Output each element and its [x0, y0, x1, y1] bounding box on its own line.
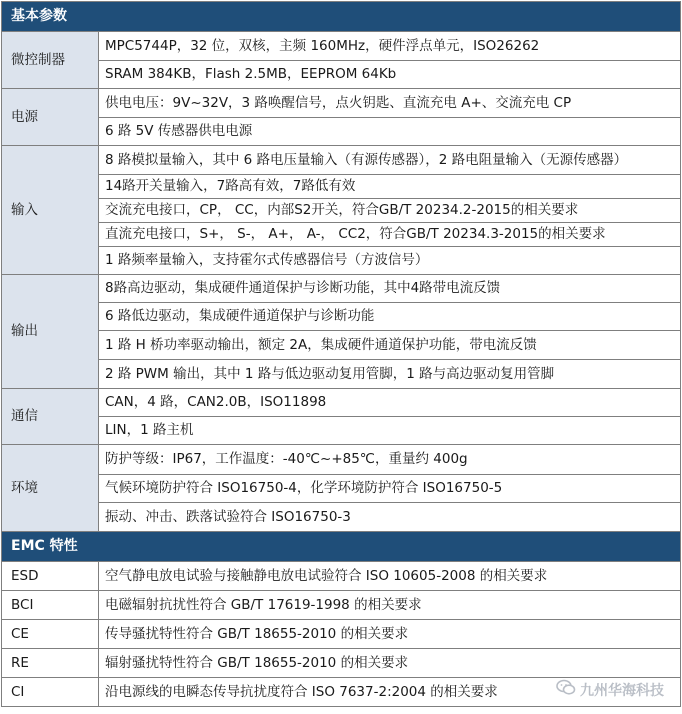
row-label: ESD	[2, 562, 99, 591]
row-value: 8 路模拟量输入，其中 6 路电压量输入（有源传感器），2 路电阻量输入（无源传感器）	[99, 146, 681, 175]
watermark-text: 九州华海科技	[580, 682, 664, 699]
table-row	[2, 223, 681, 247]
row-label: CI	[2, 678, 99, 707]
row-value: 气候环境防护符合 ISO16750-4，化学环境防护符合 ISO16750-5	[99, 475, 681, 503]
row-label: RE	[2, 649, 99, 678]
section-title: 基本参数	[2, 2, 681, 32]
row-value: 6 路低边驱动，集成硬件通道保护与诊断功能	[99, 303, 681, 331]
row-label: CE	[2, 620, 99, 649]
row-value: 1 路 H 桥功率驱动输出，额定 2A，集成硬件通道保护功能，带电流反馈	[99, 331, 681, 360]
row-value: 8路高边驱动，集成硬件通道保护与诊断功能，其中4路带电流反馈	[99, 275, 681, 303]
table-row	[2, 389, 681, 417]
row-value: 供电电压：9V~32V，3 路唤醒信号，点火钥匙、直流充电 A+、交流充电 CP	[99, 89, 681, 118]
row-value: 振动、冲击、跌落试验符合 ISO16750-3	[99, 503, 681, 532]
row-value: CAN，4 路，CAN2.0B，ISO11898	[99, 389, 681, 417]
table-row	[2, 562, 681, 591]
table-row	[2, 503, 681, 532]
table-row	[2, 360, 681, 389]
table-row	[2, 445, 681, 475]
table-row	[2, 175, 681, 199]
row-label: 通信	[2, 389, 99, 445]
table-row	[2, 61, 681, 89]
table-row	[2, 620, 681, 649]
row-value: 交流充电接口，CP， CC，内部S2开关，符合GB/T 20234.2-2015的相关要求	[99, 199, 681, 223]
table-row	[2, 417, 681, 445]
table-row	[2, 275, 681, 303]
row-label: 输出	[2, 275, 99, 389]
table-row	[2, 475, 681, 503]
table-row	[2, 591, 681, 620]
table-row	[2, 303, 681, 331]
row-value: 空气静电放电试验与接触静电放电试验符合 ISO 10605-2008 的相关要求	[99, 562, 681, 591]
watermark	[556, 679, 664, 700]
row-value: 防护等级：IP67，工作温度：-40℃~+85℃，重量约 400g	[99, 445, 681, 475]
row-value: 电磁辐射抗扰性符合 GB/T 17619-1998 的相关要求	[99, 591, 681, 620]
row-value: LIN，1 路主机	[99, 417, 681, 445]
row-value: 2 路 PWM 输出，其中 1 路与低边驱动复用管脚，1 路与高边驱动复用管脚	[99, 360, 681, 389]
table-row	[2, 247, 681, 275]
section-header-basic	[2, 2, 681, 32]
section-title: EMC 特性	[2, 532, 681, 562]
row-label: 电源	[2, 89, 99, 146]
table-row	[2, 199, 681, 223]
spec-table	[1, 1, 681, 707]
row-value: 传导骚扰特性符合 GB/T 18655-2010 的相关要求	[99, 620, 681, 649]
row-value: 沿电源线的电瞬态传导抗扰度符合 ISO 7637-2:2004 的相关要求	[99, 678, 681, 707]
row-label: 微控制器	[2, 32, 99, 89]
table-row	[2, 89, 681, 118]
table-row	[2, 118, 681, 146]
row-value: MPC5744P，32 位，双核，主频 160MHz，硬件浮点单元，ISO26262	[99, 32, 681, 61]
row-value: 辐射骚扰特性符合 GB/T 18655-2010 的相关要求	[99, 649, 681, 678]
row-value: 14路开关量输入，7路高有效，7路低有效	[99, 175, 681, 199]
row-value: 1 路频率量输入，支持霍尔式传感器信号（方波信号）	[99, 247, 681, 275]
table-row	[2, 146, 681, 175]
row-label: 输入	[2, 146, 99, 275]
row-value: SRAM 384KB，Flash 2.5MB，EEPROM 64Kb	[99, 61, 681, 89]
section-header-emc	[2, 532, 681, 562]
row-label: BCI	[2, 591, 99, 620]
table-row	[2, 649, 681, 678]
table-row	[2, 32, 681, 61]
row-value: 6 路 5V 传感器供电电源	[99, 118, 681, 146]
wechat-icon	[556, 679, 580, 700]
table-row	[2, 331, 681, 360]
row-label: 环境	[2, 445, 99, 532]
row-value: 直流充电接口，S+， S-， A+， A-， CC2，符合GB/T 20234.3-2015的相关要求	[99, 223, 681, 247]
